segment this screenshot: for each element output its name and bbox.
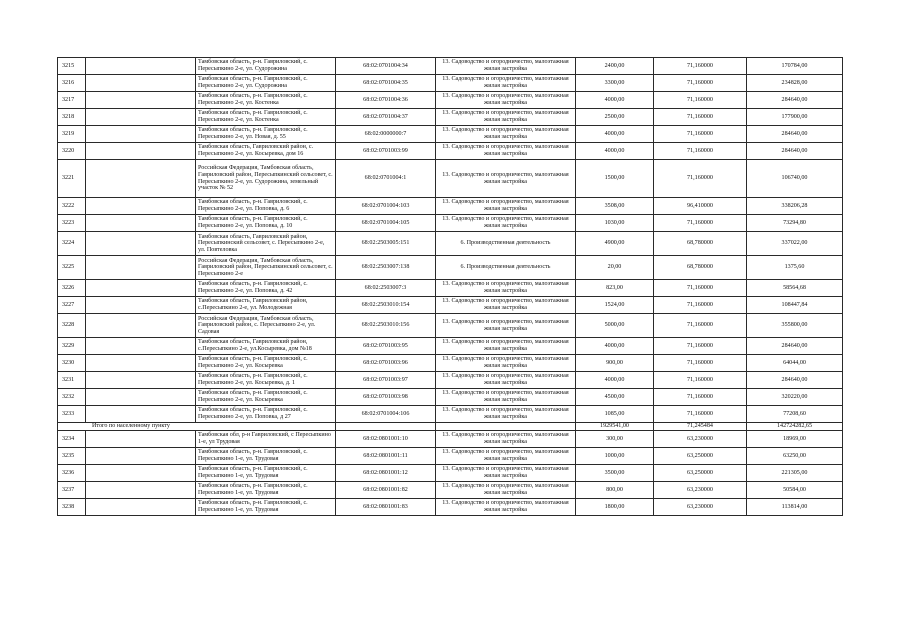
row-land-use: 13. Садоводство и огородничество, малоэтажная жилая застройка [436, 198, 576, 215]
row-area: 1524,00 [576, 297, 654, 314]
row-sum: 177900,00 [747, 109, 843, 126]
row-sum: 50584,00 [747, 482, 843, 499]
row-land-use: 13. Садоводство и огородничество, малоэтажная жилая застройка [436, 160, 576, 198]
row-cadastral-number: 68:02:0701003:99 [336, 143, 436, 160]
row-number: 3233 [58, 406, 86, 423]
row-cadastral-number: 68:02:0701004:35 [336, 75, 436, 92]
table-row [58, 482, 843, 499]
row-rate: 71,160000 [654, 126, 747, 143]
table-row [58, 160, 843, 198]
row-sum: 73294,80 [747, 215, 843, 232]
row-cadastral-number: 68:02:0701003:95 [336, 338, 436, 355]
total-sum: 142724282,65 [747, 423, 843, 431]
row-address: Тамбовская область, р-н. Гавриловский, с. Пересыпкино 2-е, ул. Косыревка [196, 355, 336, 372]
row-number: 3217 [58, 92, 86, 109]
row-address: Тамбовская область, р-н. Гавриловский, с. Пересыпкино 2-е, ул. Костенка [196, 109, 336, 126]
row-rate: 71,160000 [654, 160, 747, 198]
row-sum: 18969,00 [747, 431, 843, 448]
row-sum: 1375,60 [747, 256, 843, 280]
row-cadastral-number: 68:02:2503010:156 [336, 314, 436, 338]
row-area: 5000,00 [576, 314, 654, 338]
row-cadastral-number: 68:02:0801001:10 [336, 431, 436, 448]
row-empty-cell [86, 58, 196, 75]
row-land-use: 13. Садоводство и огородничество, малоэтажная жилая застройка [436, 75, 576, 92]
row-area: 3508,00 [576, 198, 654, 215]
row-cadastral-number: 68:02:0801001:11 [336, 448, 436, 465]
row-number: 3232 [58, 389, 86, 406]
row-number: 3234 [58, 431, 86, 448]
row-land-use: 13. Садоводство и огородничество, малоэтажная жилая застройка [436, 448, 576, 465]
table-row [58, 297, 843, 314]
table-body [58, 58, 843, 516]
row-sum: 64044,00 [747, 355, 843, 372]
row-address: Тамбовская область, р-н. Гавриловский, с. Пересыпкино 1-е, ул. Трудовая [196, 465, 336, 482]
table-row [58, 75, 843, 92]
row-rate: 71,160000 [654, 314, 747, 338]
row-land-use: 13. Садоводство и огородничество, малоэтажная жилая застройка [436, 406, 576, 423]
row-cadastral-number: 68:02:0801001:12 [336, 465, 436, 482]
row-rate: 71,160000 [654, 406, 747, 423]
row-land-use: 13. Садоводство и огородничество, малоэтажная жилая застройка [436, 58, 576, 75]
row-empty-cell [86, 431, 196, 448]
row-sum: 284640,00 [747, 92, 843, 109]
row-address: Тамбовская область, Гавриловский район, с.Пересыпкино 2-е, ул.Косыревка, дом №18 [196, 338, 336, 355]
row-address: Тамбовская область, Гавриловский район, с.Пересыпкино 2-е, ул. Молодежная [196, 297, 336, 314]
row-rate: 71,160000 [654, 92, 747, 109]
row-land-use: 13. Садоводство и огородничество, малоэтажная жилая застройка [436, 431, 576, 448]
row-cadastral-number: 68:02:0801001:83 [336, 499, 436, 516]
row-sum: 108447,84 [747, 297, 843, 314]
row-rate: 71,160000 [654, 280, 747, 297]
row-empty-cell [86, 372, 196, 389]
row-address: Тамбовская область, р-н. Гавриловский, с. Пересыпкино 2-е, ул. Поповка, д 27 [196, 406, 336, 423]
row-empty-cell [86, 482, 196, 499]
row-address: Российская Федерация, Тамбовская область, Гавриловский район, Пересыпкинский сельсовет, с. Пересыпкино 2-е [196, 256, 336, 280]
row-empty-cell [86, 406, 196, 423]
row-sum: 284640,00 [747, 372, 843, 389]
row-area: 300,00 [576, 431, 654, 448]
row-number: 3228 [58, 314, 86, 338]
row-land-use: 6. Производственная деятельность [436, 256, 576, 280]
row-area: 900,00 [576, 355, 654, 372]
row-cadastral-number: 68:02:2503005:151 [336, 232, 436, 256]
row-area: 823,00 [576, 280, 654, 297]
row-empty-cell [86, 314, 196, 338]
row-sum: 170784,00 [747, 58, 843, 75]
row-empty-cell [86, 338, 196, 355]
row-rate: 68,780000 [654, 256, 747, 280]
row-address: Тамбовская область, Гавриловский район, с. Пересыпкино 2-е, ул. Косыревка, дом 16 [196, 143, 336, 160]
row-empty-cell [86, 232, 196, 256]
row-area: 4000,00 [576, 338, 654, 355]
row-number: 3220 [58, 143, 86, 160]
row-sum: 284640,00 [747, 143, 843, 160]
row-number: 3215 [58, 58, 86, 75]
table-row [58, 314, 843, 338]
row-sum: 77208,60 [747, 406, 843, 423]
row-empty-cell [86, 280, 196, 297]
row-cadastral-number: 68:02:0801001:82 [336, 482, 436, 499]
row-number: 3237 [58, 482, 86, 499]
row-rate: 71,160000 [654, 355, 747, 372]
row-number: 3224 [58, 232, 86, 256]
row-empty-cell [86, 448, 196, 465]
table-row [58, 109, 843, 126]
row-rate: 71,160000 [654, 297, 747, 314]
row-land-use: 13. Садоводство и огородничество, малоэтажная жилая застройка [436, 143, 576, 160]
table-row [58, 431, 843, 448]
row-cadastral-number: 68:02:0701003:97 [336, 372, 436, 389]
row-area: 4500,00 [576, 389, 654, 406]
row-address: Тамбовская область, р-н. Гавриловский, с. Пересыпкино 2-е, ул. Поповка, д. 42 [196, 280, 336, 297]
row-cadastral-number: 68:02:0701003:98 [336, 389, 436, 406]
row-land-use: 13. Садоводство и огородничество, малоэтажная жилая застройка [436, 109, 576, 126]
row-cadastral-number: 68:02:0701004:105 [336, 215, 436, 232]
row-land-use: 13. Садоводство и огородничество, малоэтажная жилая застройка [436, 355, 576, 372]
row-number: 3226 [58, 280, 86, 297]
row-sum: 355800,00 [747, 314, 843, 338]
total-area: 1929541,00 [576, 423, 654, 431]
row-land-use: 13. Садоводство и огородничество, малоэтажная жилая застройка [436, 389, 576, 406]
row-land-use: 13. Садоводство и огородничество, малоэтажная жилая застройка [436, 482, 576, 499]
row-cadastral-number: 68:02:2503010:154 [336, 297, 436, 314]
row-number: 3219 [58, 126, 86, 143]
row-cadastral-number: 68:02:0701004:103 [336, 198, 436, 215]
row-sum: 63250,00 [747, 448, 843, 465]
row-number: 3236 [58, 465, 86, 482]
table-row [58, 232, 843, 256]
row-empty-cell [86, 297, 196, 314]
row-empty-cell [86, 499, 196, 516]
row-empty-cell [86, 92, 196, 109]
row-empty-cell [86, 465, 196, 482]
row-cadastral-number: 68:02:0701004:34 [336, 58, 436, 75]
row-number: 3216 [58, 75, 86, 92]
row-area: 4900,00 [576, 232, 654, 256]
row-empty-cell [86, 75, 196, 92]
row-rate: 63,230000 [654, 499, 747, 516]
table-row [58, 198, 843, 215]
row-cadastral-number: 68:02:2503007:138 [336, 256, 436, 280]
row-number: 3231 [58, 372, 86, 389]
row-area: 2500,00 [576, 109, 654, 126]
row-sum: 337022,00 [747, 232, 843, 256]
row-address: Тамбовская область, Гавриловский район, Пересыпкинский сельсовет, с. Пересыпкино 2-е, ул. Повтеловка [196, 232, 336, 256]
row-address: Тамбовская область, р-н. Гавриловский, с. Пересыпкино 1-е, ул. Трудовая [196, 499, 336, 516]
row-address: Тамбовская область, р-н. Гавриловский, с. Пересыпкино 2-е, ул. Судорожина [196, 58, 336, 75]
row-area: 3300,00 [576, 75, 654, 92]
table-row [58, 372, 843, 389]
row-number: 3218 [58, 109, 86, 126]
total-rate: 71,245484 [654, 423, 747, 431]
table-row [58, 280, 843, 297]
row-sum: 58564,68 [747, 280, 843, 297]
row-address: Тамбовская область, р-н. Гавриловский, с. Пересыпкино 1-е, ул. Трудовая [196, 448, 336, 465]
row-address: Тамбовская область, р-н. Гавриловский, с. Пересыпкино 2-е, ул. Поповка, д. 10 [196, 215, 336, 232]
row-sum: 106740,00 [747, 160, 843, 198]
row-land-use: 13. Садоводство и огородничество, малоэтажная жилая застройка [436, 297, 576, 314]
row-land-use: 13. Садоводство и огородничество, малоэтажная жилая застройка [436, 314, 576, 338]
row-cadastral-number: 68:02:0000000:7 [336, 126, 436, 143]
row-area: 1085,00 [576, 406, 654, 423]
row-cadastral-number: 68:02:0701004:1 [336, 160, 436, 198]
row-sum: 284640,00 [747, 338, 843, 355]
row-sum: 284640,00 [747, 126, 843, 143]
row-address: Тамбовская область, р-н. Гавриловский, с. Пересыпкино 2-е, ул. Поповка, д. 6 [196, 198, 336, 215]
row-number: 3222 [58, 198, 86, 215]
row-area: 3500,00 [576, 465, 654, 482]
row-rate: 71,160000 [654, 109, 747, 126]
row-empty-cell [86, 198, 196, 215]
row-cadastral-number: 68:02:2503007:3 [336, 280, 436, 297]
row-area: 1500,00 [576, 160, 654, 198]
row-number: 3235 [58, 448, 86, 465]
row-empty-cell [86, 126, 196, 143]
row-empty-cell [336, 423, 436, 431]
table-row [58, 355, 843, 372]
row-area: 4000,00 [576, 126, 654, 143]
row-cadastral-number: 68:02:0701003:96 [336, 355, 436, 372]
row-empty-cell [86, 256, 196, 280]
row-rate: 71,160000 [654, 75, 747, 92]
row-area: 1800,00 [576, 499, 654, 516]
table-row [58, 126, 843, 143]
row-sum: 338206,28 [747, 198, 843, 215]
row-number: 3227 [58, 297, 86, 314]
row-rate: 63,230000 [654, 431, 747, 448]
row-empty-cell [436, 423, 576, 431]
table-row [58, 256, 843, 280]
row-number: 3238 [58, 499, 86, 516]
row-cadastral-number: 68:02:0701004:37 [336, 109, 436, 126]
row-empty-cell [86, 389, 196, 406]
row-rate: 63,250000 [654, 465, 747, 482]
row-address: Российская Федерация, Тамбовская область, Гавриловский район, Пересыпкинский сельсовет, с. Пересыпкино 2-е, ул. Судорожина, земельный участок № 52 [196, 160, 336, 198]
row-rate: 71,160000 [654, 58, 747, 75]
row-sum: 221305,00 [747, 465, 843, 482]
row-address: Российская Федерация, Тамбовская область, Гавриловский район, с. Пересыпкино 2-е, ул. Садовая [196, 314, 336, 338]
row-rate: 71,160000 [654, 143, 747, 160]
row-land-use: 13. Садоводство и огородничество, малоэтажная жилая застройка [436, 372, 576, 389]
table-row [58, 92, 843, 109]
row-address: Тамбовская область, р-н. Гавриловский, с. Пересыпкино 2-е, ул. Косыревка [196, 389, 336, 406]
row-area: 1000,00 [576, 448, 654, 465]
row-sum: 320220,00 [747, 389, 843, 406]
row-cadastral-number: 68:02:0701004:36 [336, 92, 436, 109]
row-rate: 63,230000 [654, 482, 747, 499]
table-row [58, 143, 843, 160]
row-rate: 96,410000 [654, 198, 747, 215]
row-number: 3225 [58, 256, 86, 280]
row-number: 3223 [58, 215, 86, 232]
row-area: 4000,00 [576, 92, 654, 109]
row-number: 3229 [58, 338, 86, 355]
row-sum: 234828,00 [747, 75, 843, 92]
row-area: 2400,00 [576, 58, 654, 75]
table-row [58, 448, 843, 465]
total-label: Итого по населенному пункту [58, 423, 336, 431]
row-number: 3230 [58, 355, 86, 372]
row-address: Тамбовская область, р-н. Гавриловский, с. Пересыпкино 2-е, ул. Костенка [196, 92, 336, 109]
row-empty-cell [86, 143, 196, 160]
row-land-use: 13. Садоводство и огородничество, малоэтажная жилая застройка [436, 215, 576, 232]
row-land-use: 13. Садоводство и огородничество, малоэтажная жилая застройка [436, 499, 576, 516]
row-land-use: 13. Садоводство и огородничество, малоэтажная жилая застройка [436, 338, 576, 355]
row-sum: 113814,00 [747, 499, 843, 516]
land-cadastral-table [57, 57, 843, 516]
row-empty-cell [86, 109, 196, 126]
total-row [58, 423, 843, 431]
row-area: 1030,00 [576, 215, 654, 232]
table-row [58, 338, 843, 355]
row-address: Тамбовская область, р-н. Гавриловский, с. Пересыпкино 2-е, ул. Новая, д. 55 [196, 126, 336, 143]
row-rate: 71,160000 [654, 215, 747, 232]
row-area: 20,00 [576, 256, 654, 280]
table-row [58, 406, 843, 423]
row-cadastral-number: 68:02:0701004:106 [336, 406, 436, 423]
table-row [58, 499, 843, 516]
row-empty-cell [86, 160, 196, 198]
row-empty-cell [86, 355, 196, 372]
row-land-use: 6. Производственная деятельность [436, 232, 576, 256]
row-rate: 71,160000 [654, 389, 747, 406]
row-address: Тамбовская область, р-н. Гавриловский, с. Пересыпкино 1-е, ул. Трудовая [196, 482, 336, 499]
table-row [58, 465, 843, 482]
row-land-use: 13. Садоводство и огородничество, малоэтажная жилая застройка [436, 92, 576, 109]
row-rate: 71,160000 [654, 338, 747, 355]
row-area: 4000,00 [576, 372, 654, 389]
row-land-use: 13. Садоводство и огородничество, малоэтажная жилая застройка [436, 465, 576, 482]
row-number: 3221 [58, 160, 86, 198]
row-address: Тамбовская область, р-н. Гавриловский, с. Пересыпкино 2-е, ул. Судорожина [196, 75, 336, 92]
table-row [58, 58, 843, 75]
row-area: 800,00 [576, 482, 654, 499]
row-rate: 71,160000 [654, 372, 747, 389]
row-rate: 63,250000 [654, 448, 747, 465]
row-land-use: 13. Садоводство и огородничество, малоэтажная жилая застройка [436, 126, 576, 143]
row-empty-cell [86, 215, 196, 232]
row-rate: 68,780000 [654, 232, 747, 256]
row-land-use: 13. Садоводство и огородничество, малоэтажная жилая застройка [436, 280, 576, 297]
row-address: Тамбовская обл, р-н Гавриловский, с Пересыпкино 1-е, ул Трудовая [196, 431, 336, 448]
document-page [57, 57, 842, 516]
row-area: 4000,00 [576, 143, 654, 160]
table-row [58, 215, 843, 232]
table-row [58, 389, 843, 406]
row-address: Тамбовская область, р-н. Гавриловский, с. Пересыпкино 2-е, ул. Косыревка, д. 1 [196, 372, 336, 389]
